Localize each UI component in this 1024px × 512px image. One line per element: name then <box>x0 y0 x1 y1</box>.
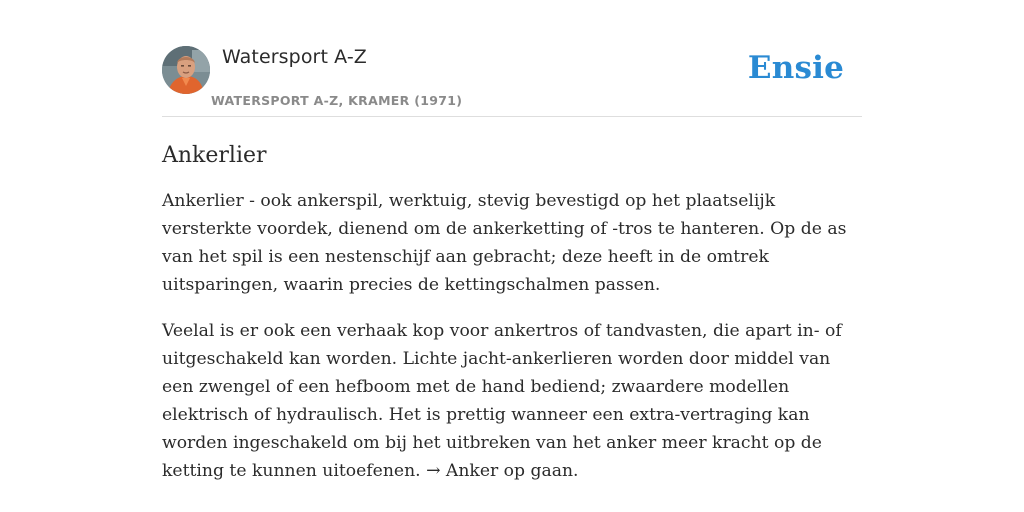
source-subtitle[interactable]: WATERSPORT A-Z, KRAMER (1971) <box>211 93 463 108</box>
entry-header <box>162 46 862 117</box>
ensie-logo[interactable]: Ensie <box>747 50 844 86</box>
entry-title: Ankerlier <box>162 143 267 168</box>
entry-paragraph: Ankerlier - ook ankerspil, werktuig, stevig bevestigd op het plaatselijk versterkte voordek, dienend om de ankerketting of -tros te hanteren. Op de as van het spil is een nestenschijf aan gebracht; deze heeft in de omtrek uitsparingen, waarin precies de kettingschalmen passen. <box>162 191 847 295</box>
entry-paragraph: Veelal is er ook een verhaak kop voor ankertros of tandvasten, die apart in- of uitgeschakeld kan worden. Lichte jacht-ankerlieren worden door middel van een zwengel of een hefboom met de hand bediend; zwaardere modellen elektrisch of hydraulisch. Het is prettig wanneer een extra-vertraging kan worden ingeschakeld om bij het uitbreken van het anker meer kracht op de ketting te kunnen uitoefenen. → Anker op gaan. <box>162 321 842 481</box>
entry-body <box>162 187 862 485</box>
person-photo-icon <box>162 46 210 94</box>
source-avatar[interactable] <box>162 46 210 94</box>
entry-card <box>162 46 862 503</box>
source-title[interactable]: Watersport A-Z <box>222 46 367 68</box>
